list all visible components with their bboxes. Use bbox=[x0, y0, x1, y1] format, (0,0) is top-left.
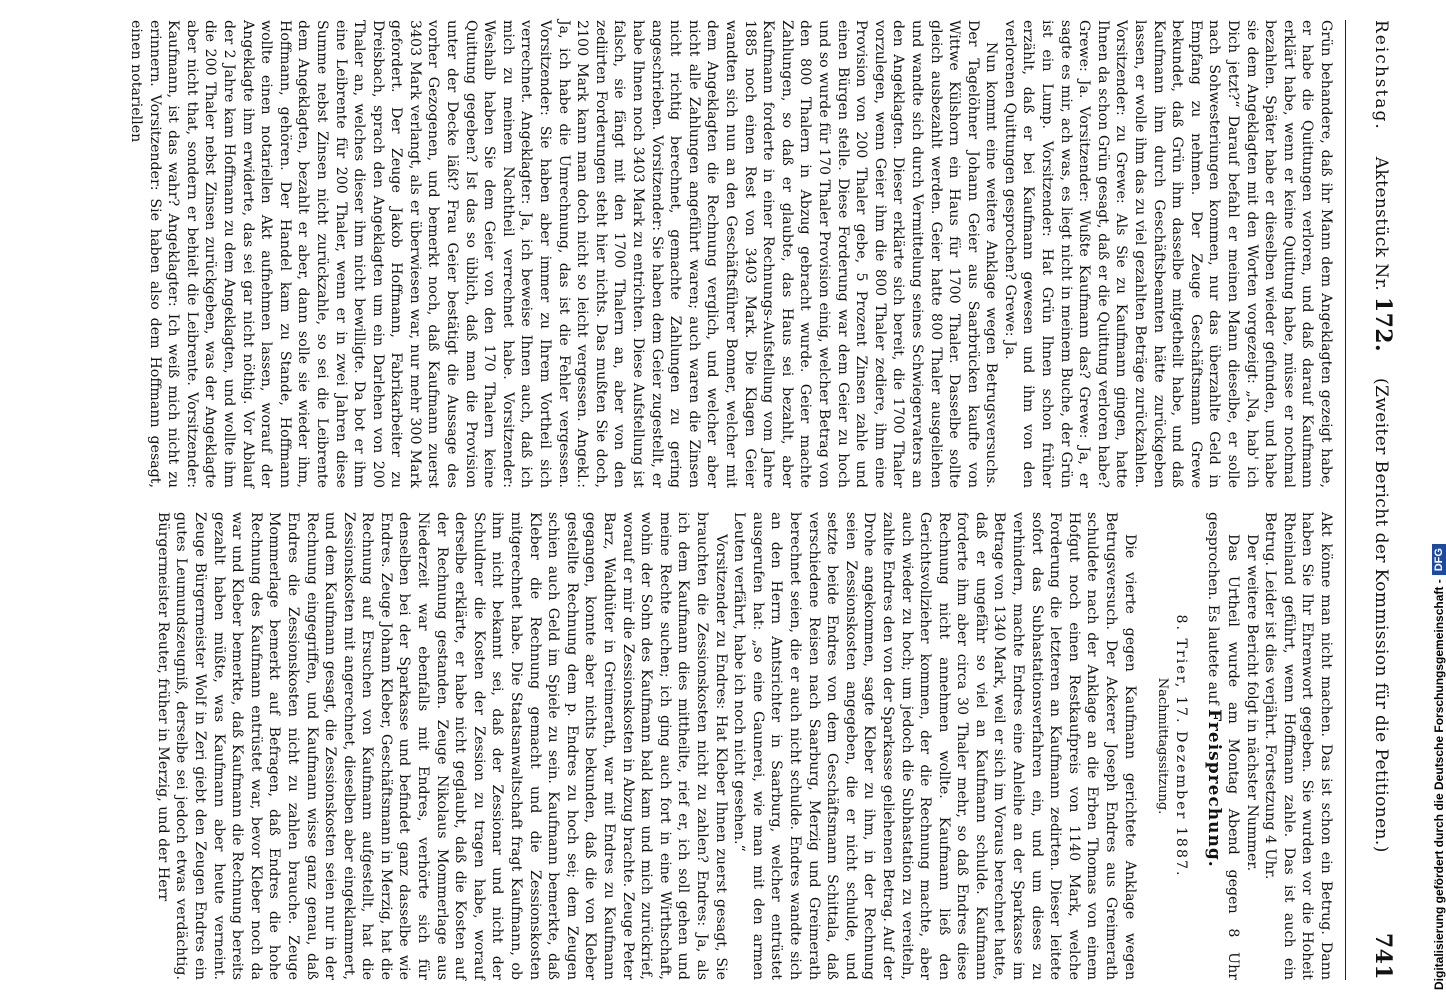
text-columns bbox=[35, 20, 1335, 980]
paragraph: Die vierte gegen Kaufmann gerichtete Anklage wegen Betrugsversuch. Der Ackerer Joseph Endres aus Greimerath schuldete nach der Anklage an die Erben Thomas von einem Hofgut noch einen Restkaufpreis von 1140 Mark, welche Forderung die letzteren an Kaufmann zedirten. Dieser leitete sofort das Subhastationsverfahren ein, und um dieses zu verhindern, machte Endres eine Anleihe an der Sparkasse im Betrage von 1340 Mark, weil er sich im Voraus berechnet hatte, daß er ungefähr so viel an Kaufmann schulde. Kaufmann forderte ihm aber circa 30 Thaler mehr, so daß Endres diese Rechnung nicht annehmen wollte. Kaufmann ließ den Gerichtsvollzieher kommen, der die Rechnung machte, aber auch wieder zu hoch; um jedoch die Subhastation zu vereiteln, zahlte Endres den von der Sparkasse geliehenen Betrag. Auf der Drohe angekommen, sagte Kleber zu ihm, in der Rechnung seien Zessionskosten angegeben, die er nicht schulde, und setzte beide Endres von dem Geschäftsmann Schittala, daß verschiedene Reisen nach Saarburg, Merzig und Greimerath berechnet seien, die er auch nicht schulde. Endres wandte sich an den Herrn Amtsrichter in Saarburg, welcher entrüstet ausgerufen hat: „so eine Gaunerei, wie man mit den armen Leuten verfährt, habe ich noch nicht gesehen.“ bbox=[731, 512, 1138, 980]
dfg-sidebar bbox=[1410, 0, 1446, 1000]
dfg-logo: DFG bbox=[1432, 544, 1446, 575]
column-right bbox=[35, 512, 1335, 980]
verdict: Freisprechung. bbox=[1204, 709, 1225, 868]
case-subheading: Nachmittagssitzung. bbox=[1155, 677, 1171, 815]
paragraph: Das Urtheil wurde am Montag Abend gegen 8 Uhr gesprochen. Es lautete auf Freisprechung. bbox=[1204, 512, 1242, 980]
paragraph: Vorsitzender zu Endres: Hat Kleber Ihnen zuerst gesagt, Sie brauchten die Zessionskosten nicht zu zahlen? Endres: Ja, als ich dem Kaufmann dies mittheilte, rief er, ich soll gehen und meine Rechte suchen; ich ging auch fort in eine Wirthschaft, wohin der Sohn des Kaufmann bald kam und mich zurückrief, worauf er mir die Zessionskosten in Abzug brachte. Zeuge Peter Barz, Waldhüter in Greimerath, war mit Endres zu Kaufmann gegangen, konnte aber nichts bekunden, daß die von Kleber gestellte Rechnung dem p. Endres zu hoch sei; dem Zeugen schien auch Geld im Spiele zu sein. Kaufmann bemerkte, daß Kleber die Rechnung gemacht und die Zessionskosten mitgerechnet habe. Die Staatsanwaltschaft fragt Kaufmann, ob ihm nicht bekannt sei, daß der Zessionar und nicht der Schuldner die Kosten der Zession zu tragen habe, worauf derselbe erklärte, er habe nicht geglaubt, daß die Kosten auf der Rechnung gestanden. Zeuge Nikolaus Mommerlage aus Niederzeit war ebenfalls mit Endres, verhörte sich für denselben bei der Sparkasse und befindet ganz dasselbe wie Endres. Zeuge Johann Kleber, Geschäftsmann in Merzig, hat die Rechnung auf Ersuchen von Kaufmann aufgestellt, hat die Zessionskosten mit angerechnet, dieselben aber eingeklammert, und dem Kaufmann gesagt, die Zessionskosten seien nur in der Rechnung eingegriffen, und Kaufmann wisse ganz genau, daß Endres die Zessionskosten nicht zu zahlen brauche. Zeuge Mommerlage bemerkt auf Befragen, daß Endres die hohe Rechnung des Kaufmann entrüstet war, bevor Kleber noch da war und Kleber bemerkte, daß Kaufmann die Rechnung bereits gezahlt haben müßte, was Kaufmann aber heute verneint. Zeuge Bürgermeister Wolf in Zeri giebt den Zeugen Endres ein gutes Leumundszeugniß, derselbe sei jedoch etwas verdächtig. Bürgermeister Reuter, früher in Merzig, und der Herr bbox=[154, 512, 729, 980]
paragraph: Akt könne man nicht machen. Das ist schon ein Betrug. Dann haben Sie Ihr Ehrenwort gegeben. Sie wurden vor die Hoheit Rheinland geführt, wenn Hoffmann zahle. Das ist auch ein Betrug. Leider ist dies verjährt. Fortsetzung 4 Uhr. bbox=[1262, 512, 1334, 980]
header-number: 172. bbox=[1370, 296, 1396, 353]
paragraph: Grün behandere, daß ihr Mann dem Angeklagten gezeigt habe, er habe die Quittungen verloren, und daß darauf Kaufmann erklärt habe, wenn er keine Quittung habe, müsse er nochmal bezahlen. Später habe er dieselben wieder gefunden, und habe sie dem Angeklagten mit den Worten vorgezeigt: „Na, hab' ich Dich jetzt?“ Darauf befahl er meinen Mann dieselbe, er solle nach Sohwesteriungen kommen, nur das überzahlte Geld in Empfang zu nehmen. Der Zeuge Geschäftsmann Grewe bekundet, daß Grün ihm dasselbe mitgetheilt habe, und daß Kaufmann ihm durch Geschäftsbeamten hätte zurückgeben lassen, er wolle ihm das zu viel gezahlten Beträge zurückzahlen. Vorsitzender: zu Grewe: Als Sie zu Kaufmann gingen, hatte Ihnen da schon Grün gesagt, daß er die Quittung verloren habe? Grewe: Ja. Vorsitzender: Wußte Kaufmann das? Grewe: Ja, er sagte es mir, ach was, es liegt nicht in meinem Buche, der Grün ist ein Lump. Vorsitzender: Hat Grün Ihnen schon früher erzählt, daß er bei Kaufmann gewesen und ihm von den verlorenen Quittungen gesprochen? Grewe: Ja. bbox=[1001, 20, 1334, 488]
page-header bbox=[1345, 20, 1396, 980]
header-left bbox=[1370, 20, 1396, 853]
header-title: (Zweiter Bericht der Kommission für die Petitionen.) bbox=[1371, 378, 1391, 853]
header-aktenstueck: Aktenstück Nr. 172. bbox=[1370, 156, 1396, 353]
column-left bbox=[35, 20, 1335, 488]
dfg-note-text: Digitalisierung gefördert durch die Deutsche Forschungsgemeinschaft - bbox=[1432, 579, 1446, 990]
document-page bbox=[16, 0, 1396, 1000]
page-number: 741 bbox=[1370, 932, 1396, 980]
paragraph: Der weitere Bericht folgt in nächster Nummer. bbox=[1243, 534, 1260, 872]
case-heading: 8. Trier, 17. Dezember 1887. bbox=[1172, 614, 1189, 878]
dfg-note bbox=[1432, 544, 1446, 990]
spacer bbox=[1139, 512, 1153, 980]
header-reichstag: Reichstag. bbox=[1371, 20, 1391, 131]
spacer bbox=[1190, 512, 1204, 980]
paragraph: Nun kommt eine weitere Anklage wegen Betrugsversuchs. Der Tagelöhner Johann Geier aus Saarbrücken kaufte von Wittwe Külshorn ein Haus für 1700 Thaler. Dasselbe sollte gleich ausbezahlt werden. Geier hatte 800 Thaler ausgeliehen und wandte sich durch Vermittelung seines Schwiegervaters an den Angeklagten. Dieser erklärte sich bereit, die 1700 Thaler vorzulegen, wenn Geier ihm die 800 Thaler zediere, ihm eine Provision von 200 Thaler gebe, 5 Prozent Zinsen zahle und einen Bürgen stelle. Diese Forderung war dem Geier zu hoch und so wurde für 170 Thaler Provision einig, welcher Betrag von den 800 Thalern in Abzug gebracht wurde. Geier machte Zahlungen, so daß er glaubte, das Haus sei bezahlt, aber Kaufmann forderte in einer Rechnungs-Aufstellung vom Jahre 1885 noch einen Rest von 3403 Mark. Die Klagen Geier wandten sich nun an den Geschäftsführer Bonner, welcher mit dem Angeklagten die Rechnung verglich, und welcher aber nicht alle Zahlungen angeführt waren; auch waren die Zinsen nicht richtig berechnet, gemachte Zahlungen zu gering angeschrieben. Vorsitzender: Sie haben dem Geier zugestellt, er habe Ihnen noch 3403 Mark zu entrichten. Diese Aufstellung ist falsch, sie fängt mit den 1700 Thalern an, aber von den zediirten Forderungen steht hier nichts. Das mußten Sie doch, 2100 Mark kann man doch nicht so leicht vergessen. Angekl.: Ja, ich habe die Umrechnung, das ist die Fehler vergessen. Vorsitzender: Sie haben aber immer zu Ihrem Vortheil sich verrechnet. Angeklagter: Ja, ich beweise Ihnen auch, daß ich mich zu meinem Nachtheil verrechnet habe. Vorsitzender: Weshalb haben Sie dem Geier von den 170 Thalern keine Quittung gegeben? Ist das so üblich, daß man die Provision unter der Decke läßt? Frau Geier bestätigt die Aussage des vorher Gezogenen, und bemerkt noch, daß Kaufmann zuerst 3403 Mark verlangt, als er überwiesen war, nur mehr 300 Mark gefordert. Der Zeuge Jakob Hoffmann, Fabrikarbeiter zu Dreisbach, sprach den Angeklagten um ein Darlehen von 200 Thaler an, welches dieser ihm nicht bewilligte. Da bot er ihm eine Leibrente für 200 Thaler, wenn er in zwei Jahren diese Summe nebst Zinsen nicht zurückzahle, so sei die Leibrente dem Angeklagten, bezahlt er aber, dann solle sie wieder ihm, Hoffmann, gehören. Der Handel kam zu Stande, Hoffmann wollte einen notariellen Akt aufnehmen lassen, worauf der Angeklagte ihm erwiderte, das sei gar nicht nöthig. Vor Ablauf der 2 Jahre kam Hoffmann zu dem Angeklagten, und wollte ihm die 200 Thaler nebst Zinsen zurückgeben, was der Angeklagte aber nicht that, sondern er behielt die Leibrente. Vorsitzender: Kaufmann, ist das wahr? Angeklagter: Ich weiß mich nicht zu erinnern. Vorsitzender: Sie haben also dem Hoffmann gesagt, einen notariellen bbox=[128, 20, 1000, 488]
